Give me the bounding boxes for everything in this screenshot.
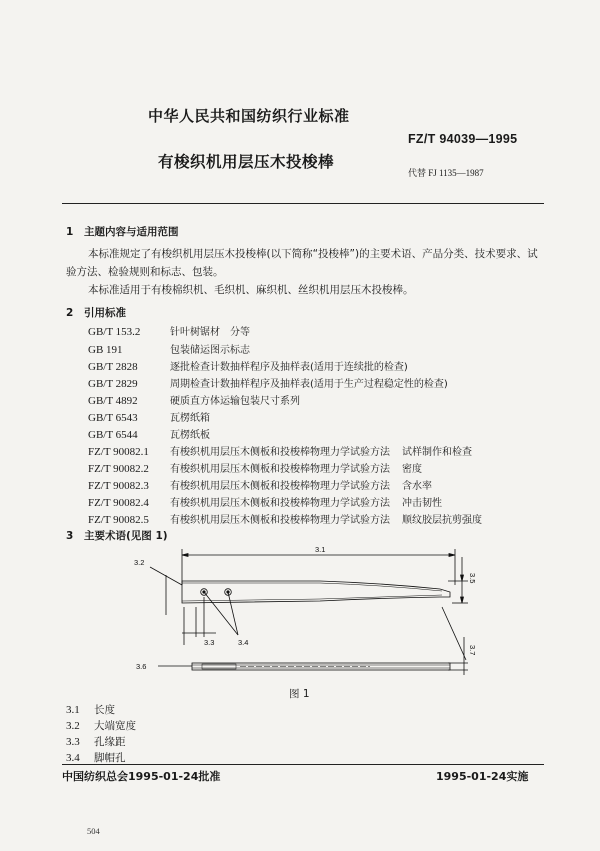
section-number: 3 (66, 530, 74, 542)
stick-top-view (182, 581, 450, 603)
page-number: 504 (87, 826, 100, 836)
section-1-para2: 本标准适用于有梭棉织机、毛织机、麻织机、丝织机用层压木投梭棒。 (88, 284, 414, 296)
reference-item (88, 341, 250, 356)
implementation-date: 1995-01-24实施 (436, 770, 529, 783)
reference-code: FZ/T 90082.2 (88, 463, 149, 475)
reference-title: 针叶树锯材 分等 (170, 327, 250, 338)
reference-item (88, 323, 250, 338)
reference-item (88, 426, 210, 441)
figure-label: 3.2 (134, 558, 145, 567)
figure-1-drawing (120, 545, 477, 679)
reference-code: FZ/T 90082.1 (88, 446, 149, 458)
reference-title: 瓦楞纸板 (170, 430, 210, 441)
figure-label: 3.5 (468, 573, 477, 584)
reference-code: GB/T 153.2 (88, 326, 141, 338)
reference-title: 有梭织机用层压木侧板和投梭棒物理力学试验方法 (170, 464, 390, 475)
document-title: 有梭织机用层压木投梭棒 (158, 153, 335, 171)
figure-label: 3.1 (315, 545, 326, 554)
reference-code: FZ/T 90082.3 (88, 480, 149, 492)
reference-code: GB/T 4892 (88, 395, 138, 407)
arrowhead (449, 554, 455, 557)
header-divider (62, 203, 544, 204)
approval-line: 中国纺织总会1995-01-24批准 (62, 770, 221, 783)
reference-title: 逐批检查计数抽样程序及抽样表(适用于连续批的检查) (170, 362, 408, 373)
reference-subtitle: 冲击韧性 (402, 498, 442, 509)
reference-item (88, 409, 210, 424)
reference-item (88, 494, 442, 509)
section-number: 2 (66, 307, 74, 319)
term-item (66, 718, 136, 733)
picking-stick-drawing (120, 545, 477, 675)
standard-organization: 中华人民共和国纺织行业标准 (148, 107, 350, 125)
section-1-heading (66, 224, 179, 239)
reference-item (88, 358, 408, 373)
term-item (66, 702, 115, 717)
reference-code: GB/T 2829 (88, 378, 138, 390)
section-1-para1-line2: 验方法、检验规则和标志、包装。 (66, 266, 224, 278)
figure-label: 3.4 (238, 638, 249, 647)
reference-title: 包装储运图示标志 (170, 345, 250, 356)
reference-item (88, 511, 482, 526)
term-item (66, 750, 126, 765)
section-2-heading (66, 305, 126, 320)
replaces-note: 代替 FJ 1135—1987 (408, 168, 484, 178)
reference-code: GB/T 6543 (88, 412, 138, 424)
term-number: 3.4 (66, 752, 80, 764)
reference-code: GB 191 (88, 344, 123, 356)
reference-code: FZ/T 90082.4 (88, 497, 149, 509)
reference-title: 瓦楞纸箱 (170, 413, 210, 424)
reference-title: 有梭织机用层压木侧板和投梭棒物理力学试验方法 (170, 498, 390, 509)
figure-label: 3.3 (204, 638, 215, 647)
term-number: 3.3 (66, 736, 80, 748)
term-label: 孔缘距 (94, 736, 126, 748)
reference-code: GB/T 2828 (88, 361, 138, 373)
section-3-heading (66, 528, 168, 543)
arrowhead (182, 554, 188, 557)
reference-subtitle: 试样制作和检查 (402, 447, 472, 458)
figure-label: 3.6 (136, 662, 147, 671)
section-number: 1 (66, 226, 74, 238)
term-number: 3.1 (66, 704, 80, 716)
reference-subtitle: 密度 (402, 464, 422, 475)
reference-title: 硬质直方体运输包装尺寸系列 (170, 396, 300, 407)
term-label: 脚帽孔 (94, 752, 126, 764)
footer-divider (62, 764, 544, 765)
term-number: 3.2 (66, 720, 80, 732)
term-label: 大端宽度 (94, 720, 136, 732)
reference-item (88, 375, 448, 390)
section-1-para1-line1: 本标准规定了有梭织机用层压木投梭棒(以下简称“投梭棒”)的主要术语、产品分类、技术要求、试 (88, 248, 538, 260)
term-item (66, 734, 126, 749)
reference-subtitle: 顺纹胶层抗剪强度 (402, 515, 482, 526)
reference-code: FZ/T 90082.5 (88, 514, 149, 526)
reference-item (88, 443, 472, 458)
reference-subtitle: 含水率 (402, 481, 432, 492)
reference-item (88, 392, 300, 407)
reference-item (88, 460, 422, 475)
figure-label: 3.7 (468, 645, 477, 656)
standard-code: FZ/T 94039—1995 (408, 132, 518, 146)
reference-title: 有梭织机用层压木侧板和投梭棒物理力学试验方法 (170, 515, 390, 526)
section-title: 主题内容与适用范围 (84, 226, 179, 238)
figure-caption: 图 1 (289, 688, 310, 700)
term-label: 长度 (94, 704, 115, 716)
reference-title: 有梭织机用层压木侧板和投梭棒物理力学试验方法 (170, 447, 390, 458)
reference-title: 周期检查计数抽样程序及抽样表(适用于生产过程稳定性的检查) (170, 379, 448, 390)
reference-item (88, 477, 432, 492)
section-title: 引用标准 (84, 307, 126, 319)
section-title: 主要术语(见图 1) (84, 530, 168, 542)
reference-code: GB/T 6544 (88, 429, 138, 441)
reference-title: 有梭织机用层压木侧板和投梭棒物理力学试验方法 (170, 481, 390, 492)
